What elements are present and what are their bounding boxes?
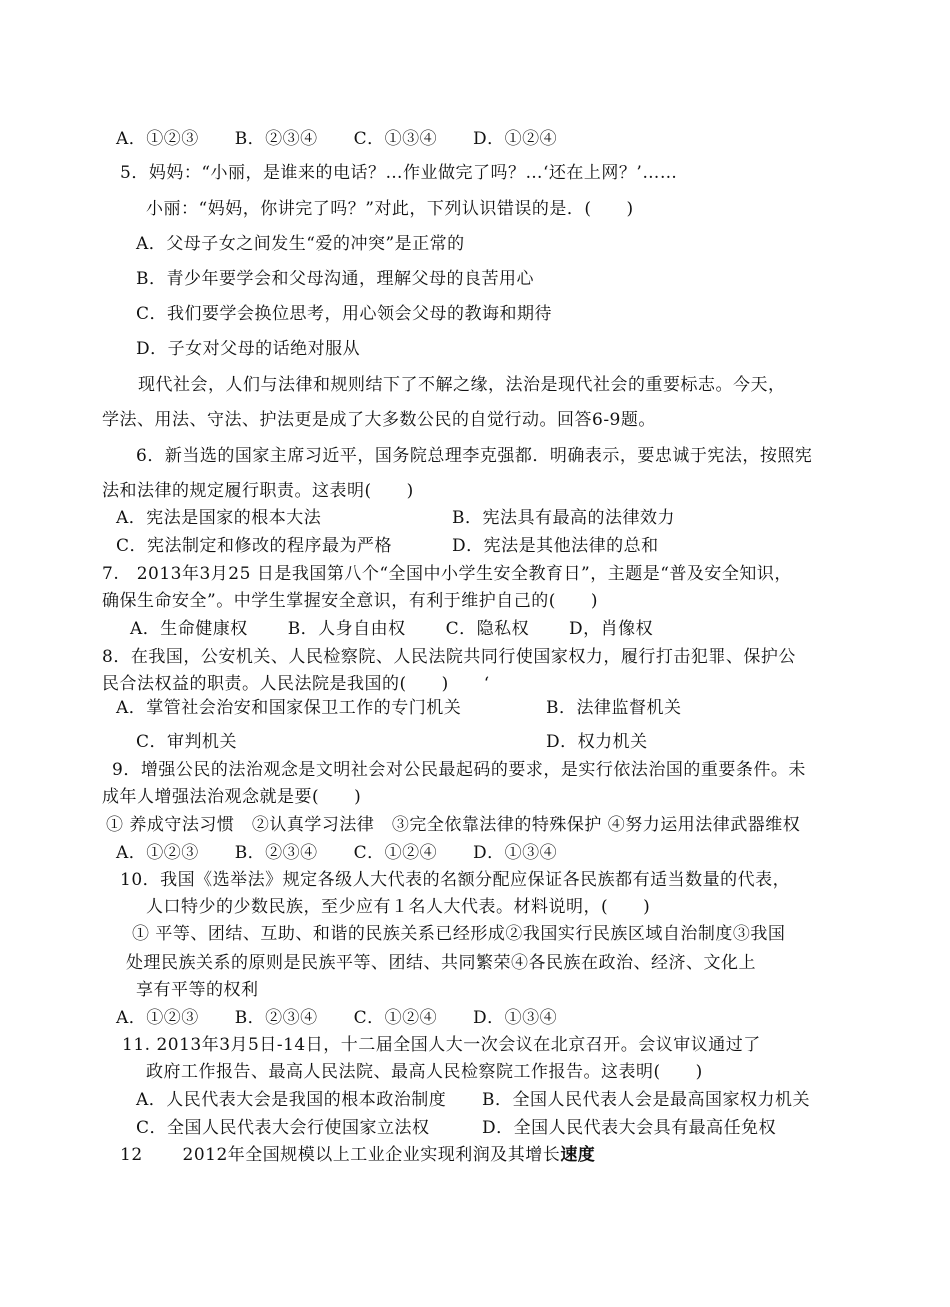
q4-option-b: B．②③④ [234,129,318,149]
q10-option-b: B．②③④ [234,1008,318,1028]
q8-option-c: C．审判机关 [136,732,238,752]
q6-option-b: B．宪法具有最高的法律效力 [452,508,675,528]
q9-option-b: B．②③④ [234,843,318,863]
q4-options [116,128,557,150]
q5-stem-line1: 5．妈妈：“小丽，是谁来的电话？…作业做完了吗？…‘还在上网？’…… [120,163,678,183]
q10-option-d: D．①③④ [473,1008,558,1028]
intro-line2: 学法、用法、守法、护法更是成了大多数公民的自觉行动。回答6-9题。 [102,410,656,430]
q11-option-c: C．全国人民代表大会行使国家立法权 [136,1118,430,1138]
q7-option-a: A．生命健康权 [130,619,248,639]
q10-line3: ① 平等、团结、互助、和谐的民族关系已经形成②我国实行民族区域自治制度③我国 [132,924,786,944]
q12-bold-text: 速度 [560,1145,596,1165]
q4-option-c: C．①③④ [353,129,438,149]
q5-option-d: D．子女对父母的话绝对服从 [136,339,361,359]
q9-option-a: A．①②③ [116,843,199,863]
q7-option-d: D，肖像权 [569,619,654,639]
q11-option-d: D．全国人民代表大会具有最高任免权 [482,1118,777,1138]
q5-stem-line2: 小丽：“妈妈，你讲完了吗？”对此，下列认识错误的是．( ) [146,199,634,219]
q10-option-a: A．①②③ [116,1008,199,1028]
q12-line [120,1144,595,1166]
q9-line2: 成年人增强法治观念就是要( ) [102,787,362,807]
q6-option-d: D．宪法是其他法律的总和 [452,536,659,556]
q11-line1: 11. 2013年3月5日-14日，十二届全国人大一次会议在北京召开。会议审议通过了 [122,1035,761,1055]
q10-line5: 享有平等的权利 [136,980,259,1000]
q11-option-b: B．全国人民代表人会是最高国家权力机关 [482,1090,810,1110]
q7-line1: 7. 2013年3月25 日是我国第八个“全国中小学生安全教育日”，主题是“普及安全知识， [102,564,792,584]
q7-options [130,618,653,640]
q5-option-a: A．父母子女之间发生“爱的冲突”是正常的 [136,234,465,254]
q8-option-b: B．法律监督机关 [546,698,682,718]
q8-line1: 8．在我国，公安机关、人民检察院、人民法院共同行使国家权力，履行打击犯罪、保护公 [102,647,796,667]
q6-option-c: C．宪法制定和修改的程序最为严格 [116,536,393,556]
q4-option-d: D．①②④ [473,129,558,149]
q9-option-d: D．①③④ [473,843,558,863]
q5-option-c: C．我们要学会换位思考，用心领会父母的教诲和期待 [136,304,553,324]
q6-option-a: A．宪法是国家的根本大法 [116,508,322,528]
q5-option-b: B．青少年要学会和父母沟通，理解父母的良苦用心 [136,269,534,289]
q10-line4: 处理民族关系的原则是民族平等、团结、共同繁荣④各民族在政治、经济、文化上 [126,953,756,973]
q10-option-c: C．①②④ [353,1008,438,1028]
q4-option-a: A．①②③ [116,129,199,149]
q8-option-d: D．权力机关 [546,732,648,752]
q11-line2: 政府工作报告、最高人民法院、最高人民检察院工作报告。这表明( ) [146,1062,703,1082]
q9-option-c: C．①②④ [353,843,438,863]
intro-line1: 现代社会，人们与法律和规则结下了不解之缘，法治是现代社会的重要标志。今天， [138,375,786,395]
q7-line2: 确保生命安全”。中学生掌握安全意识，有利于维护自己的( ) [102,591,598,611]
q9-items: ① 养成守法习惯 ②认真学习法律 ③完全依靠法律的特殊保护 ④努力运用法律武器维权 [106,815,801,835]
q9-line1: 9．增强公民的法治观念是文明社会对公民最起码的要求，是实行依法治国的重要条件。未 [112,760,806,780]
q8-line2: 民合法权益的职责。人民法院是我国的( ) ‘ [102,674,490,694]
q6-line1: 6．新当选的国家主席习近平，国务院总理李克强都．明确表示，要忠诚于宪法，按照宪 [136,446,813,466]
q11-option-a: A．人民代表大会是我国的根本政治制度 [136,1090,447,1110]
q10-line2: 人口特少的少数民族，至少应有１名人大代表。材料说明，( ) [146,897,651,917]
q12-text: 2012年全国规模以上工业企业实现利润及其增长 [182,1145,561,1165]
q10-options [116,1007,557,1029]
q7-option-b: B．人身自由权 [287,619,406,639]
q8-option-a: A．掌管社会治安和国家保卫工作的专门机关 [116,698,462,718]
q10-line1: 10．我国《选举法》规定各级人大代表的名额分配应保证各民族都有适当数量的代表， [120,870,791,890]
q6-line2: 法和法律的规定履行职责。这表明( ) [102,481,414,501]
q7-option-c: C．隐私权 [445,619,530,639]
q12-number: 12 [120,1145,143,1165]
q9-options [116,842,557,864]
